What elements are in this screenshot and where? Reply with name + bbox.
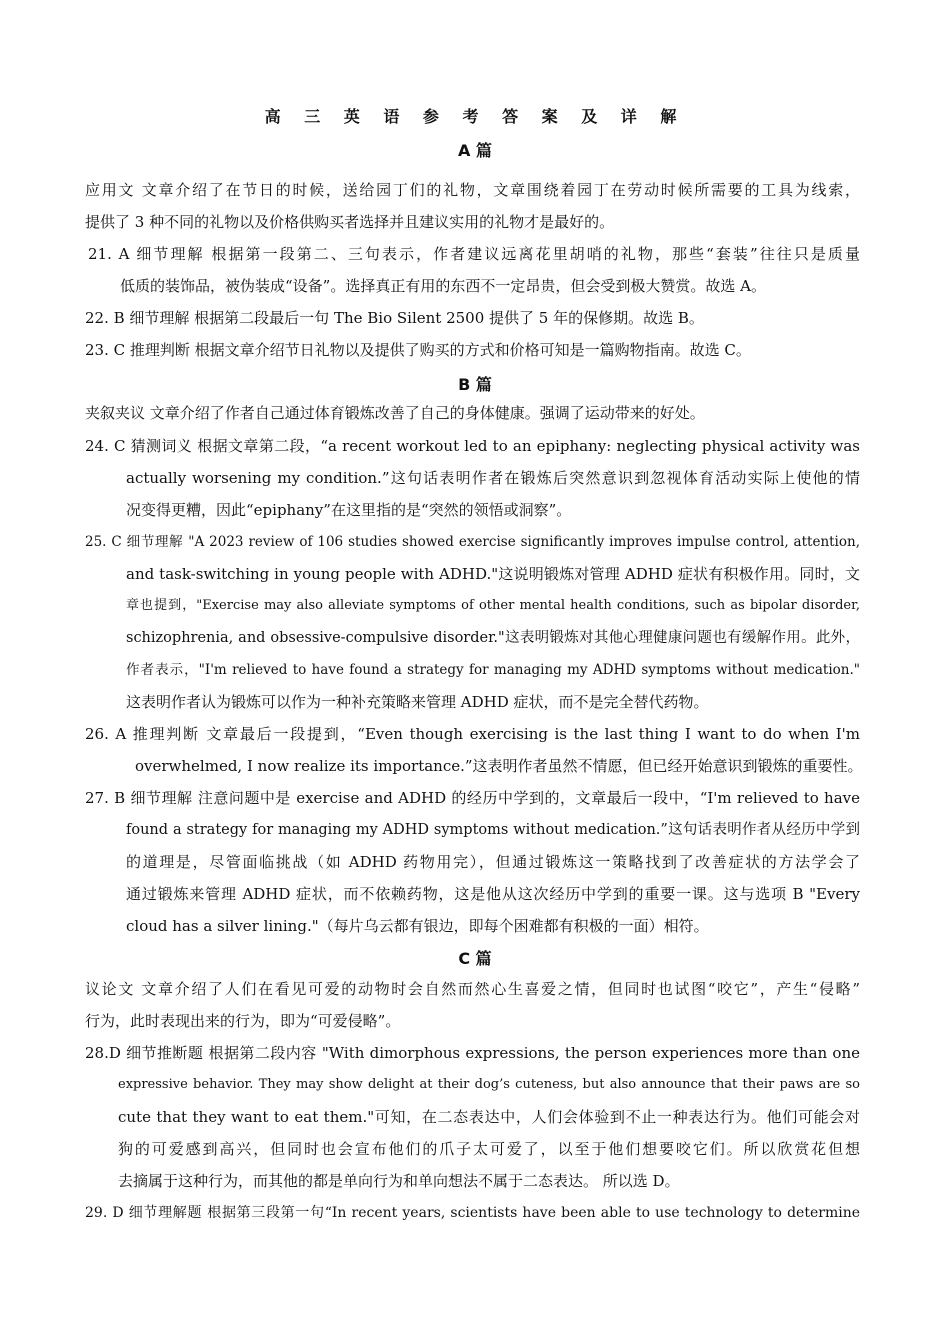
section-c-intro-line-2: 行为，此时表现出来的行为，即为“可爱侵略”。: [85, 1012, 401, 1030]
q21-line-1: 21. A 细节理解 根据第一段第二、三句表示，作者建议远离花里胡哨的礼物，那些“套装”往往只是质量: [88, 245, 860, 263]
section-a-heading: A 篇: [458, 141, 492, 160]
q28-line-4: 狗的可爱感到高兴，但同时也会宣布他们的爪子太可爱了，以至于他们想要咬它们。所以欣赏花但想: [118, 1140, 860, 1158]
section-a-intro-line-2: 提供了 3 种不同的礼物以及价格供购买者选择并且建议实用的礼物才是最好的。: [85, 213, 615, 231]
q27-line-5: cloud has a silver lining."（每片乌云都有银边，即每个困难都有积极的一面）相符。: [126, 917, 709, 935]
q27-line-2: found a strategy for managing my ADHD symptoms without medication.”这句话表明作者从经历中学到: [126, 822, 860, 838]
section-b-heading: B 篇: [458, 375, 492, 394]
q28-line-5: 去摘属于这种行为，而其他的都是单向行为和单向想法不属于二态表达。 所以选 D。: [118, 1172, 680, 1190]
q23-line: 23. C 推理判断 根据文章介绍节日礼物以及提供了购买的方式和价格可知是一篇购物指南。故选 C。: [85, 341, 751, 359]
q25-line-3: 章也提到，"Exercise may also alleviate symptoms of other mental health conditions, such as bipolar disorder,: [126, 598, 860, 613]
q24-line-2: actually worsening my condition.”这句话表明作者在锻炼后突然意识到忽视体育活动实际上使他的情: [126, 469, 860, 487]
section-c-heading: C 篇: [458, 949, 492, 968]
q26-line-1: 26. A 推理判断 文章最后一段提到，“Even though exercising is the last thing I want to do when I'm: [85, 725, 860, 743]
q29-line-1: 29. D 细节理解题 根据第三段第一句“In recent years, scientists have been able to use technology to determine: [85, 1205, 860, 1221]
q24-line-3: 况变得更糟，因此“epiphany”在这里指的是“突然的领悟或洞察”。: [126, 501, 572, 519]
q26-line-2: overwhelmed, I now realize its importance.”这表明作者虽然不情愿，但已经开始意识到锻炼的重要性。: [135, 757, 863, 775]
q22-line: 22. B 细节理解 根据第二段最后一句 The Bio Silent 2500 提供了 5 年的保修期。故选 B。: [85, 309, 704, 327]
q27-line-1: 27. B 细节理解 注意问题中是 exercise and ADHD 的经历中学到的，文章最后一段中，“I'm relieved to have: [85, 789, 860, 807]
section-c-intro-line-1: 议论文 文章介绍了人们在看见可爱的动物时会自然而然心生喜爱之情，但同时也试图“咬它”，产生“侵略”: [85, 980, 860, 998]
q28-line-2: expressive behavior. They may show delight at their dog’s cuteness, but also announce that their paws are so: [118, 1077, 860, 1092]
q28-line-1: 28.D 细节推断题 根据第二段内容 "With dimorphous expressions, the person experiences more than one: [85, 1044, 860, 1062]
section-b-intro: 夹叙夹议 文章介绍了作者自己通过体育锻炼改善了自己的身体健康。强调了运动带来的好处。: [85, 404, 705, 422]
q25-line-2: and task-switching in young people with ADHD."这说明锻炼对管理 ADHD 症状有积极作用。同时，文: [126, 565, 860, 583]
q25-line-4: schizophrenia, and obsessive-compulsive disorder."这表明锻炼对其他心理健康问题也有缓解作用。此外，: [126, 630, 860, 646]
q24-line-1: 24. C 猜测词义 根据文章第二段，“a recent workout led to an epiphany: neglecting physical activity was: [85, 437, 860, 455]
q25-line-5: 作者表示，"I'm relieved to have found a strategy for managing my ADHD symptoms without medication.": [126, 662, 860, 678]
section-a-intro-line-1: 应用文 文章介绍了在节日的时候，送给园丁们的礼物，文章围绕着园丁在劳动时候所需要的工具为线索，: [85, 181, 860, 199]
q27-line-3: 的道理是，尽管面临挑战（如 ADHD 药物用完），但通过锻炼这一策略找到了改善症状的方法学会了: [126, 853, 860, 871]
q27-line-4: 通过锻炼来管理 ADHD 症状，而不依赖药物，这是他从这次经历中学到的重要一课。这与选项 B "Every: [126, 885, 860, 903]
q25-line-1: 25. C 细节理解 "A 2023 review of 106 studies showed exercise significantly improves impulse control, attention,: [85, 534, 860, 550]
q25-line-6: 这表明作者认为锻炼可以作为一种补充策略来管理 ADHD 症状，而不是完全替代药物。: [126, 693, 709, 711]
q28-line-3: cute that they want to eat them."可知，在二态表达中，人们会体验到不止一种表达行为。他们可能会对: [118, 1108, 860, 1126]
q21-line-2: 低质的装饰品，被伪装成“设备”。选择真正有用的东西不一定昂贵，但会受到极大赞赏。故选 A。: [120, 277, 766, 295]
page-title: 高 三 英 语 参 考 答 案 及 详 解: [264, 107, 686, 126]
